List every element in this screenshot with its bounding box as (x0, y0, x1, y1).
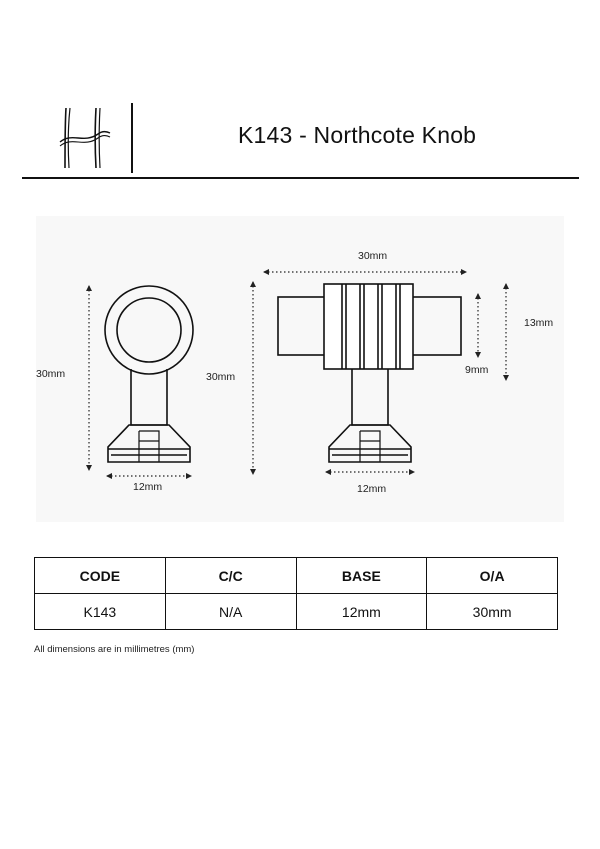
side-view-outer-ring (105, 286, 193, 374)
front-view (278, 284, 461, 462)
specs-cell-cc: N/A (165, 594, 296, 630)
specs-header-base: BASE (296, 558, 427, 594)
front-view-base-label: 12mm (357, 483, 387, 495)
specs-header-cc: C/C (165, 558, 296, 594)
dimensions-note: All dimensions are in millimetres (mm) (34, 644, 195, 655)
page-title: K143 - Northcote Knob (238, 122, 477, 148)
side-view-height-label: 30mm (36, 368, 66, 380)
specs-header-code: CODE (35, 558, 166, 594)
specs-cell-code: K143 (35, 594, 166, 630)
specs-cell-oa: 30mm (427, 594, 558, 630)
specs-table (34, 557, 558, 630)
front-view-head-height-label: 13mm (524, 317, 554, 329)
side-view-stem (131, 369, 167, 425)
side-view (105, 286, 193, 462)
side-view-inner-ring (117, 298, 181, 362)
front-view-bar-height-label: 9mm (465, 364, 489, 376)
front-view-width-label: 30mm (358, 250, 388, 262)
side-view-base-label: 12mm (133, 481, 163, 493)
specs-cell-base: 12mm (296, 594, 427, 630)
front-view-stem (352, 369, 388, 425)
front-view-height-label: 30mm (206, 371, 236, 383)
specs-header-oa: O/A (427, 558, 558, 594)
specs-header-row (35, 558, 558, 594)
table-row (35, 594, 558, 630)
